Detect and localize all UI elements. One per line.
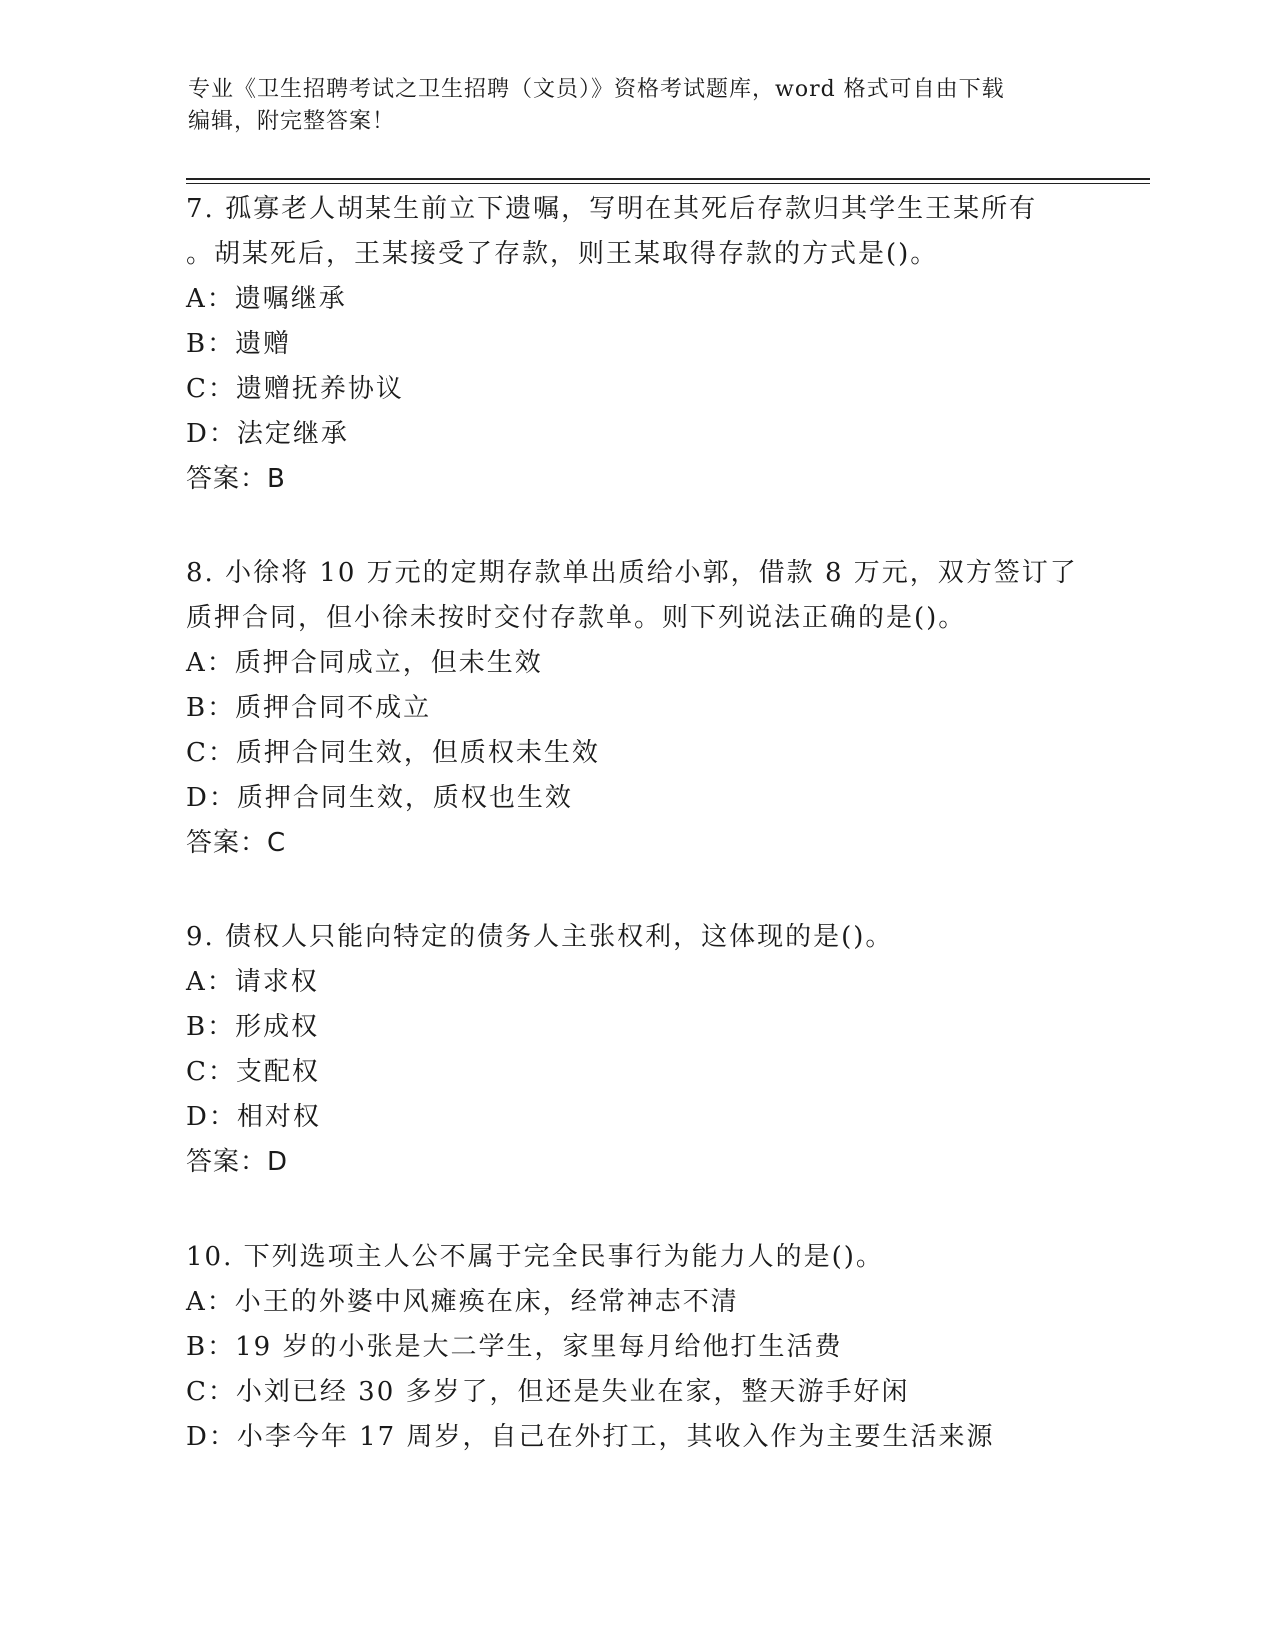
option-b: B：质押合同不成立	[186, 693, 432, 723]
option-b: B：遗赠	[186, 329, 292, 359]
option-c: C：遗赠抚养协议	[186, 374, 404, 404]
document-header	[188, 74, 1088, 138]
question-stem-line: 质押合同，但小徐未按时交付存款单。则下列说法正确的是()。	[186, 603, 967, 633]
option-c: C：质押合同生效，但质权未生效	[186, 738, 600, 768]
option-a: A：质押合同成立，但未生效	[186, 648, 543, 678]
question-9	[186, 915, 1086, 1185]
question-stem-line: 。胡某死后，王某接受了存款，则王某取得存款的方式是()。	[186, 239, 939, 269]
option-d: D：小李今年 17 周岁，自己在外打工，其收入作为主要生活来源	[186, 1422, 995, 1452]
option-list	[186, 1280, 1086, 1460]
answer-line: 答案：B	[186, 464, 286, 494]
answer-line: 答案：C	[186, 828, 287, 858]
option-c: C：支配权	[186, 1057, 320, 1087]
option-a: A：小王的外婆中风瘫痪在床，经常神志不清	[186, 1287, 739, 1317]
header-divider-thin	[186, 183, 1150, 184]
option-d: D：相对权	[186, 1102, 321, 1132]
option-c: C：小刘已经 30 多岁了，但还是失业在家，整天游手好闲	[186, 1377, 910, 1407]
header-line-1: 专业《卫生招聘考试之卫生招聘（文员）》资格考试题库，word 格式可自由下载	[188, 77, 1005, 102]
option-b: B：19 岁的小张是大二学生，家里每月给他打生活费	[186, 1332, 843, 1362]
option-list	[186, 277, 1086, 457]
option-b: B：形成权	[186, 1012, 320, 1042]
question-7	[186, 187, 1086, 502]
question-stem-line: 8. 小徐将 10 万元的定期存款单出质给小郭，借款 8 万元，双方签订了	[186, 558, 1078, 588]
option-d: D：法定继承	[186, 419, 349, 449]
option-d: D：质押合同生效，质权也生效	[186, 783, 573, 813]
question-stem-line: 7. 孤寡老人胡某生前立下遗嘱，写明在其死后存款归其学生王某所有	[186, 194, 1038, 224]
option-list	[186, 960, 1086, 1140]
header-line-2: 编辑，附完整答案！	[188, 109, 396, 134]
question-10	[186, 1235, 1086, 1460]
question-stem-line: 10. 下列选项主人公不属于完全民事行为能力人的是()。	[186, 1242, 884, 1272]
option-a: A：请求权	[186, 967, 319, 997]
question-8	[186, 551, 1086, 866]
header-divider	[186, 178, 1150, 180]
question-stem-line: 9. 债权人只能向特定的债务人主张权利，这体现的是()。	[186, 922, 894, 952]
option-a: A：遗嘱继承	[186, 284, 347, 314]
option-list	[186, 641, 1086, 821]
answer-line: 答案：D	[186, 1147, 289, 1177]
